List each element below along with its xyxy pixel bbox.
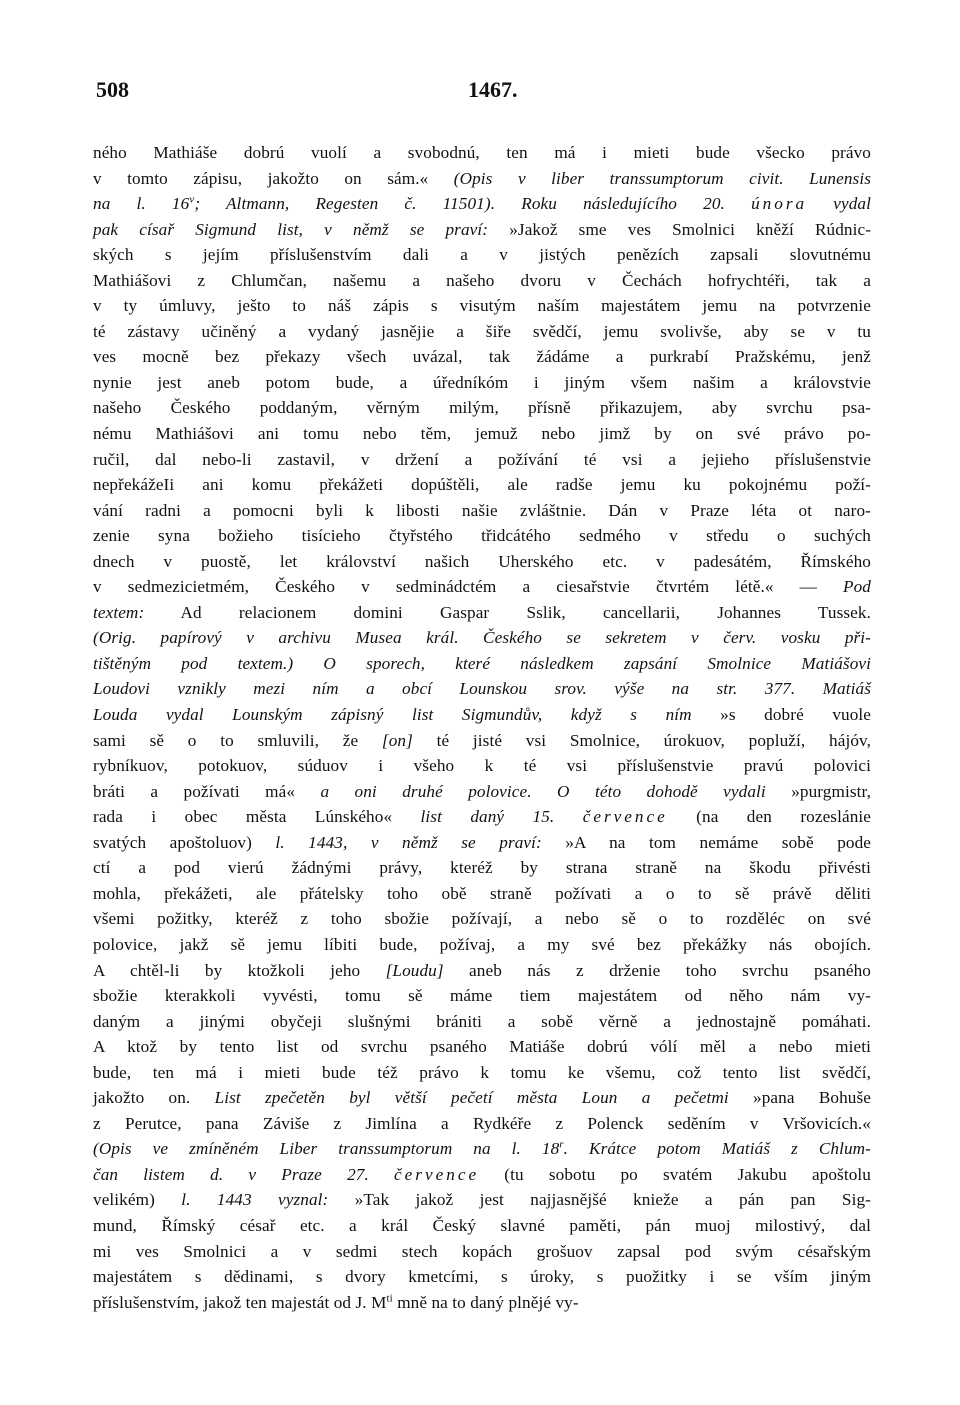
body-text xyxy=(93,140,871,1315)
text-line xyxy=(93,855,871,881)
text-segment: mohla, překážeti, ale přátelsky toho obě straně požívati a o to sě právě děliti xyxy=(93,883,871,903)
text-segment: A chtěl-li by ktožkoli jeho xyxy=(93,960,386,980)
text-segment: Pod xyxy=(843,577,871,597)
text-line xyxy=(93,1136,871,1162)
text-segment: té zástavy učiněný a vydaný jasnějie a šiře svědčí, jemu svolivše, aby se v tu xyxy=(93,321,871,341)
text-line xyxy=(93,166,871,192)
text-segment: l. 1443 vyznal: xyxy=(181,1190,355,1210)
text-segment: (na den rozeslánie xyxy=(667,807,871,827)
text-segment: července xyxy=(394,1164,480,1184)
text-segment: majestátem s dědinami, s dvory kmetcími, s úroky, s puožitky i se vším jiným xyxy=(93,1267,871,1287)
text-segment: »purgmistr, xyxy=(791,781,872,801)
text-line xyxy=(93,421,871,447)
text-segment: nynie jest aneb potom bude, a úředníkóm i jiným všem našim a královstvie xyxy=(93,372,871,392)
text-line xyxy=(93,319,871,345)
text-line xyxy=(93,958,871,984)
text-segment: »Jakož sme ves Smolnici kněží Rúdnic- xyxy=(509,219,872,239)
text-line xyxy=(93,523,871,549)
text-segment: na l. 16 xyxy=(93,194,190,214)
text-line xyxy=(93,1111,871,1137)
text-line xyxy=(93,906,871,932)
text-segment: svatých apoštoluov) xyxy=(93,832,276,852)
text-line xyxy=(93,447,871,473)
text-segment: ti xyxy=(386,1291,393,1304)
text-segment: v xyxy=(189,193,195,206)
text-segment: polovice, jakž sě jemu líbiti bude, požívaj, a my své bez překážky nás obojích. xyxy=(93,934,871,954)
text-line xyxy=(93,574,871,600)
text-segment: ; Altmann, Regesten č. 11501). Roku následujícího 20. xyxy=(194,194,752,214)
text-segment: jakožto on. xyxy=(93,1088,215,1108)
text-segment: mi ves Smolnici a v sedmi stech kopách grošuov zapsal pod svým césařským xyxy=(93,1241,871,1261)
text-line xyxy=(93,1060,871,1086)
text-line xyxy=(93,1239,871,1265)
text-segment: v sedmezicietmém, Českého v sedminádctém a ciesařstvie čtvrtém létě.« — xyxy=(93,577,843,597)
text-segment: ských s jejím příslušenstvím dali a v jistých penězích zapsali slovutnému xyxy=(93,245,871,265)
text-line xyxy=(93,600,871,626)
text-segment: Loudovi vznikly mezi ním a obcí Lounskou srov. výše na str. 377. Matiáš xyxy=(93,679,871,699)
text-segment: r xyxy=(559,1138,564,1151)
text-segment: tištěným pod textem.) O sporech, které následkem zapsání Smolnice Matiášovi xyxy=(93,653,871,673)
text-segment: července xyxy=(582,807,668,827)
text-segment: Ad relacionem domini Gaspar Sslik, cancellarii, Johannes Tussek. xyxy=(144,602,871,622)
text-line xyxy=(93,217,871,243)
text-line xyxy=(93,1290,871,1316)
text-segment: února xyxy=(751,194,808,214)
text-segment: vydal xyxy=(807,194,871,214)
text-line xyxy=(93,779,871,805)
text-line xyxy=(93,1034,871,1060)
text-line xyxy=(93,1085,871,1111)
text-line xyxy=(93,242,871,268)
text-line xyxy=(93,472,871,498)
text-line xyxy=(93,830,871,856)
text-segment: velikém) xyxy=(93,1190,182,1210)
text-segment: bráti a požívati má« xyxy=(93,781,321,801)
text-line xyxy=(93,625,871,651)
text-line xyxy=(93,370,871,396)
text-segment: dnech v puostě, let království našich Uherského etc. v padesátém, Římského xyxy=(93,551,871,571)
text-segment: »s dobré vuole xyxy=(720,705,871,725)
text-segment: sami sě o to smluvili, že xyxy=(93,730,382,750)
text-segment: nému Mathiášovi ani tomu nebo těm, jemuž nebo jimž by on své právo po- xyxy=(93,424,871,444)
text-segment: ctí a pod vierú žádnými právy, kteréž by strana straně na škodu přivésti xyxy=(93,858,871,878)
text-segment: všemi požitky, kteréž z toho sbožie požívají, a nebo sě o to rozděléc on své xyxy=(93,909,871,929)
text-segment: ného Mathiáše dobrú vuolí a svobodnú, ten má i mieti bude všecko právo xyxy=(93,143,871,162)
text-segment: (Opis v liber transsumptorum civit. Lunensis xyxy=(453,168,871,188)
text-line xyxy=(93,549,871,575)
text-line xyxy=(93,651,871,677)
text-segment: aneb nás z drženie toho svrchu psaného xyxy=(443,960,872,980)
text-segment: . Krátce potom Matiáš z Chlum- xyxy=(563,1139,871,1159)
text-segment: Louda vydal Lounským zápisný list Sigmundův, když s ním xyxy=(93,705,721,725)
text-line xyxy=(93,293,871,319)
text-line xyxy=(93,1187,871,1213)
text-segment: mund, Římský césař etc. a král Český slavné paměti, pán muoj milostivý, dal xyxy=(93,1215,871,1235)
page-header xyxy=(96,77,868,107)
text-line xyxy=(93,140,871,166)
text-segment: té jisté vsi Smolnice, úrokuov, popluží, hájóv, xyxy=(412,730,871,750)
text-segment: [on] xyxy=(381,730,413,750)
text-line xyxy=(93,983,871,1009)
text-segment: rybníkuov, potokuov, súduov i všeho k té vsi příslušenstvie pravú polovici xyxy=(93,756,871,776)
text-segment: (Orig. papírový v archivu Musea král. Českého se sekretem v červ. vosku při- xyxy=(93,628,871,648)
text-line xyxy=(93,395,871,421)
text-segment: List zpečetěn byl větší pečetí města Loun a pečetmi xyxy=(214,1088,754,1108)
text-segment: ručil, dal nebo-li zastavil, v držení a požívání té vsi a jejieho příslušenstvie xyxy=(93,449,871,469)
text-segment: mně na to daný plnějé vy- xyxy=(392,1292,579,1312)
text-segment: Mathiášovi z Chlumčan, našemu a našeho dvoru v Čechách hofrychtéři, tak a xyxy=(93,270,871,290)
text-segment: a oni druhé polovice. O této dohodě vydali xyxy=(320,781,792,801)
text-line xyxy=(93,1213,871,1239)
text-segment: A ktož by tento list od svrchu psaného Matiáše dobrú vólí měl a nebo mieti xyxy=(93,1037,871,1057)
running-head-year: 1467. xyxy=(468,77,518,102)
text-line xyxy=(93,702,871,728)
text-segment: l. 1443, v němž se praví: xyxy=(275,832,566,852)
text-line xyxy=(93,1009,871,1035)
text-line xyxy=(93,1162,871,1188)
text-line xyxy=(93,191,871,217)
text-line xyxy=(93,932,871,958)
text-segment: z Perutce, pana Záviše z Jimlína a Rydkéře z Polenck seděním v Vršovicích.« xyxy=(93,1113,871,1133)
text-line xyxy=(93,498,871,524)
text-segment: sbožie kterakkoli vyvésti, tomu sě máme tiem majestátem od něho nám vy- xyxy=(93,986,871,1006)
text-line xyxy=(93,881,871,907)
text-segment: textem: xyxy=(93,602,145,622)
text-line xyxy=(93,753,871,779)
text-segment: zenie syna božieho tisícieho čtyřstého třidcátého sedmého v středu o suchých xyxy=(93,526,871,546)
text-segment: v tomto zápisu, jakožto on sám.« xyxy=(93,168,454,188)
text-segment: čan listem d. v Praze 27. xyxy=(93,1164,395,1184)
text-segment: našeho Českého poddaným, věrným milým, přísně přikazujem, aby svrchu psa- xyxy=(93,398,871,418)
text-line xyxy=(93,268,871,294)
text-segment: bude, ten má i mieti bude též právo k tomu ke všemu, což tento list svědčí, xyxy=(93,1062,871,1082)
text-segment: [Loudu] xyxy=(385,960,444,980)
text-segment: »Tak jakož jest najjasnějšé knieže a pán pan Sig- xyxy=(354,1190,871,1210)
text-line xyxy=(93,728,871,754)
text-segment: ves mocně bez překazy všech uvázal, tak žádáme a purkrabí Pražskému, jenž xyxy=(93,347,871,367)
text-segment: pak císař Sigmund list, v němž se praví: xyxy=(93,219,510,239)
text-line xyxy=(93,676,871,702)
text-line xyxy=(93,804,871,830)
text-segment: vání radni a pomocni byli k libosti našie zvláštnie. Dán v Praze léta ot naro- xyxy=(93,500,871,520)
text-segment: list daný 15. xyxy=(420,807,583,827)
text-segment: rada i obec města Lúnského« xyxy=(93,807,421,827)
text-line xyxy=(93,344,871,370)
text-segment: příslušenstvím, jakož ten majestát od J. M xyxy=(93,1292,387,1312)
text-segment: daným a jinými obyčeji slušnými brániti a sobě věrně a jednostajně pomáhati. xyxy=(93,1011,871,1031)
text-segment: (tu sobotu po svatém Jakubu apoštolu xyxy=(479,1164,871,1184)
text-line xyxy=(93,1264,871,1290)
text-segment: nepřekážeIi ani komu překážeti dopúštěli, ale radše jemu ku pokojnému poží- xyxy=(93,475,871,495)
page-number: 508 xyxy=(96,77,129,102)
text-segment: v ty úmluvy, ješto to náš zápis s visutým naším majestátem jemu na potvrzenie xyxy=(93,296,871,316)
text-segment: »A na tom nemáme sobě pode xyxy=(565,832,872,852)
text-segment: »pana Bohuše xyxy=(753,1088,871,1108)
text-segment: (Opis ve zmíněném Liber transsumptorum na l. 18 xyxy=(93,1139,560,1159)
